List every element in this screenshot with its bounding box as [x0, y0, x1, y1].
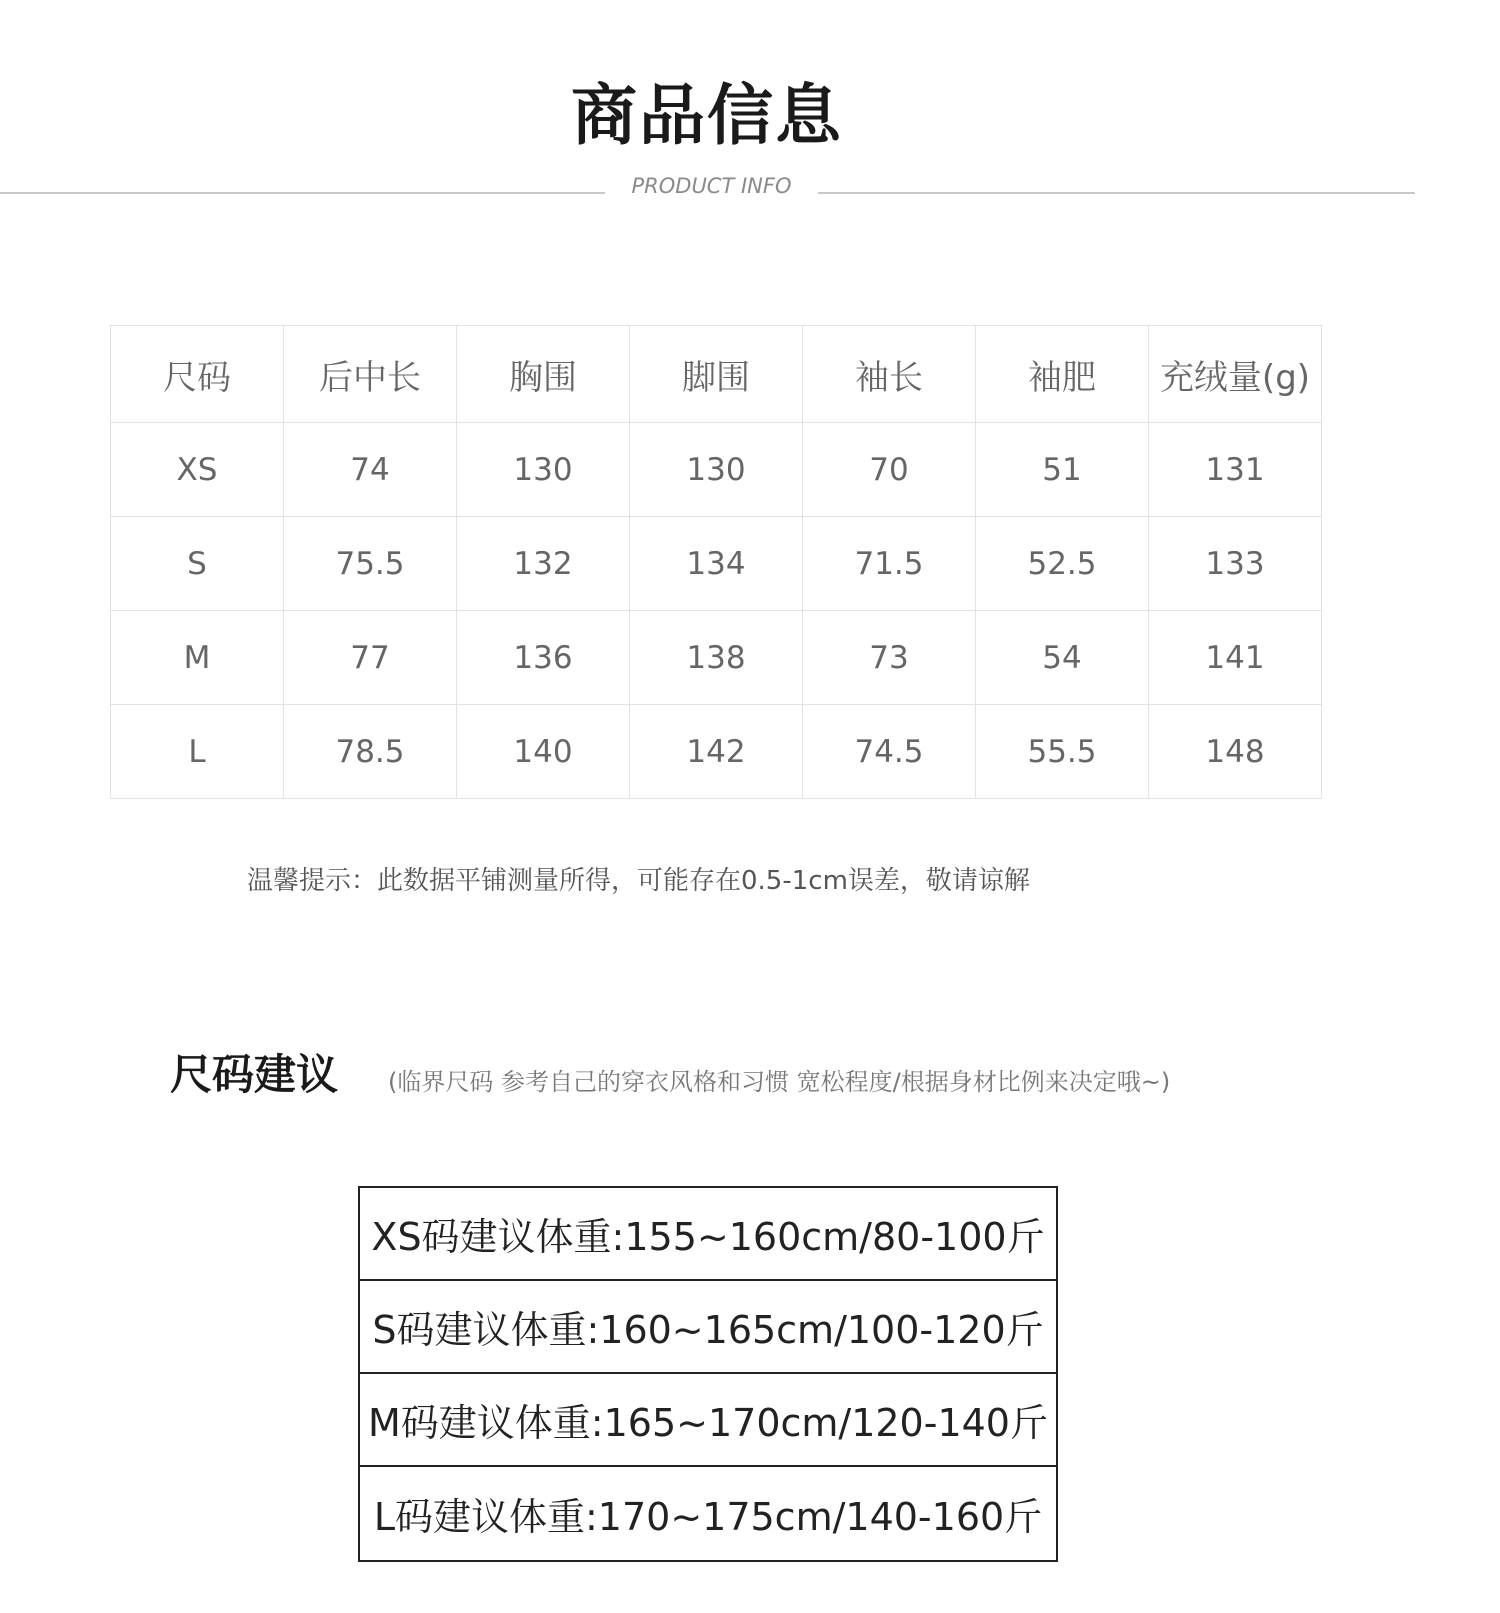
advice-item-xs: XS码建议体重:155~160cm/80-100斤: [360, 1188, 1056, 1281]
table-cell: 52.5: [976, 517, 1149, 611]
size-advice-title: 尺码建议: [170, 1050, 339, 1099]
column-header: 胸围: [457, 326, 630, 423]
table-cell: 131: [1149, 423, 1322, 517]
table-cell: 133: [1149, 517, 1322, 611]
table-cell: 71.5: [803, 517, 976, 611]
table-cell: 130: [630, 423, 803, 517]
table-cell: L: [111, 705, 284, 799]
table-cell: S: [111, 517, 284, 611]
column-header: 后中长: [284, 326, 457, 423]
table-cell: 134: [630, 517, 803, 611]
column-header: 袖肥: [976, 326, 1149, 423]
measurement-tip: 温馨提示：此数据平铺测量所得，可能存在0.5-1cm误差，敬请谅解: [247, 866, 1030, 896]
table-row: [111, 705, 1322, 799]
divider-right: [818, 192, 1415, 194]
divider-left: [0, 192, 605, 194]
table-cell: XS: [111, 423, 284, 517]
column-header: 尺码: [111, 326, 284, 423]
table-cell: 74: [284, 423, 457, 517]
advice-item-s: S码建议体重:160~165cm/100-120斤: [360, 1281, 1056, 1374]
table-cell: 74.5: [803, 705, 976, 799]
table-header-row: [111, 326, 1322, 423]
table-row: [111, 611, 1322, 705]
column-header: 袖长: [803, 326, 976, 423]
table-cell: 54: [976, 611, 1149, 705]
table-cell: 51: [976, 423, 1149, 517]
table-row: [111, 423, 1322, 517]
table-cell: 132: [457, 517, 630, 611]
table-cell: 148: [1149, 705, 1322, 799]
table-cell: 142: [630, 705, 803, 799]
column-header: 充绒量(g): [1149, 326, 1322, 423]
table-cell: 136: [457, 611, 630, 705]
size-table: [110, 325, 1322, 799]
table-cell: M: [111, 611, 284, 705]
page-subtitle: PRODUCT INFO: [631, 174, 792, 198]
table-cell: 73: [803, 611, 976, 705]
table-cell: 75.5: [284, 517, 457, 611]
table-cell: 140: [457, 705, 630, 799]
column-header: 脚围: [630, 326, 803, 423]
table-cell: 130: [457, 423, 630, 517]
table-cell: 78.5: [284, 705, 457, 799]
table-cell: 70: [803, 423, 976, 517]
size-advice-box: [358, 1186, 1058, 1562]
advice-item-l: L码建议体重:170~175cm/140-160斤: [373, 1495, 1043, 1539]
table-cell: 77: [284, 611, 457, 705]
table-cell: 138: [630, 611, 803, 705]
page-title: 商品信息: [571, 77, 843, 154]
advice-item-m: M码建议体重:165~170cm/120-140斤: [360, 1374, 1056, 1467]
table-cell: 141: [1149, 611, 1322, 705]
size-advice-note: (临界尺码 参考自己的穿衣风格和习惯 宽松程度/根据身材比例来决定哦~): [388, 1068, 1171, 1096]
table-cell: 55.5: [976, 705, 1149, 799]
table-row: [111, 517, 1322, 611]
